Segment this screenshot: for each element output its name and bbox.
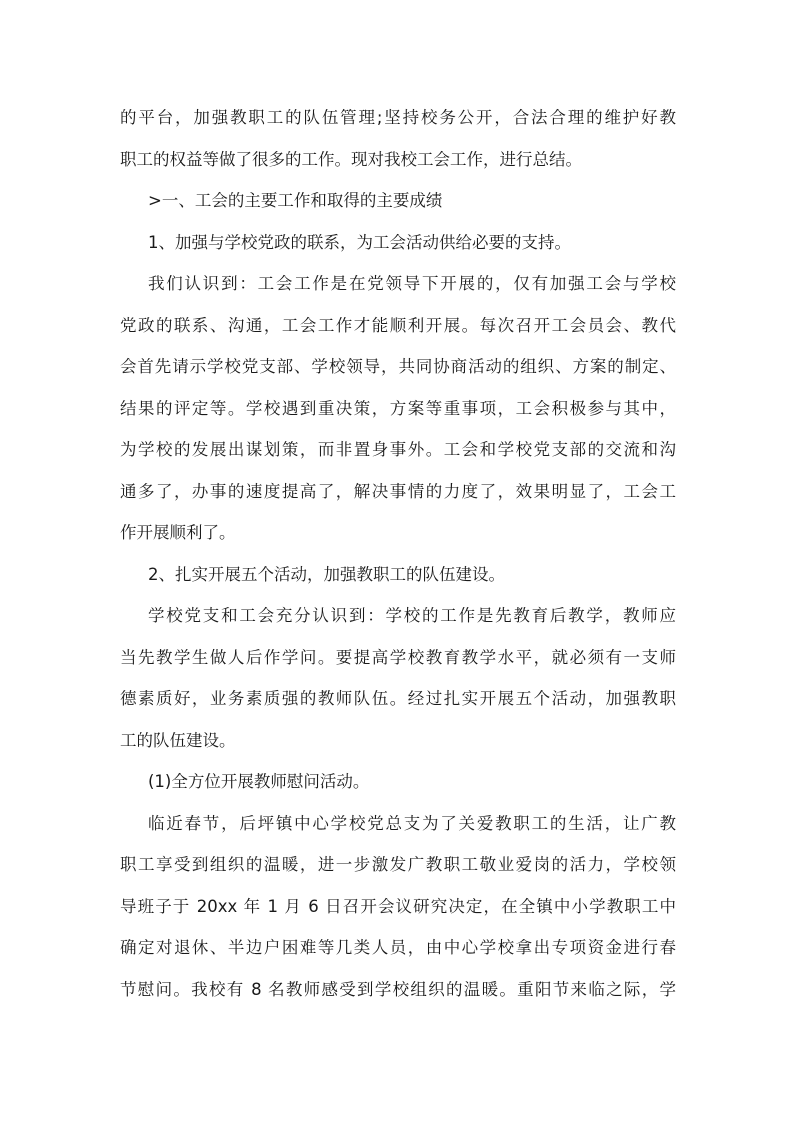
paragraph-line: 作开展顺利了。 bbox=[120, 523, 236, 542]
paragraph-line: 会首先请示学校党支部、学校领导，共同协商活动的组织、方案的制定、 bbox=[120, 357, 676, 376]
paragraph-line: 节慰问。我校有 8 名教师感受到学校组织的温暖。重阳节来临之际，学 bbox=[120, 980, 676, 999]
paragraph-line: 工的队伍建设。 bbox=[120, 731, 236, 750]
subsection-heading: (1)全方位开展教师慰问活动。 bbox=[148, 772, 370, 791]
paragraph-line: 结果的评定等。学校遇到重决策，方案等重事项，工会积极参与其中， bbox=[120, 399, 676, 418]
subsection-heading: 2、扎实开展五个活动，加强教职工的队伍建设。 bbox=[148, 565, 505, 584]
paragraph-line: 当先教学生做人后作学问。要提高学校教育教学水平，就必须有一支师 bbox=[120, 648, 676, 667]
paragraph-line: 为学校的发展出谋划策，而非置身事外。工会和学校党支部的交流和沟 bbox=[120, 440, 676, 459]
paragraph-line: 的平台，加强教职工的队伍管理;坚持校务公开，合法合理的维护好教 bbox=[120, 108, 676, 127]
paragraph-line: 德素质好，业务素质强的教师队伍。经过扎实开展五个活动，加强教职 bbox=[120, 689, 676, 708]
subsection-heading: 1、加强与学校党政的联系，为工会活动供给必要的支持。 bbox=[148, 233, 571, 252]
paragraph-line: 通多了，办事的速度提高了，解决事情的力度了，效果明显了，工会工 bbox=[120, 482, 676, 501]
paragraph-line: 我们认识到：工会工作是在党领导下开展的，仅有加强工会与学校 bbox=[148, 274, 676, 293]
paragraph-line: 导班子于 20xx 年 1 月 6 日召开会议研究决定，在全镇中小学教职工中 bbox=[120, 897, 676, 916]
paragraph-line: 职工享受到组织的温暖，进一步激发广教职工敬业爱岗的活力，学校领 bbox=[120, 855, 676, 874]
section-heading: >一、工会的主要工作和取得的主要成绩 bbox=[148, 191, 443, 210]
paragraph-line: 党政的联系、沟通，工会工作才能顺利开展。每次召开工会员会、教代 bbox=[120, 316, 676, 335]
paragraph-line: 职工的权益等做了很多的工作。现对我校工会工作，进行总结。 bbox=[120, 150, 582, 169]
paragraph-line: 确定对退休、半边户困难等几类人员，由中心学校拿出专项资金进行春 bbox=[120, 938, 676, 957]
paragraph-line: 学校党支和工会充分认识到：学校的工作是先教育后教学，教师应 bbox=[148, 606, 676, 625]
paragraph-line: 临近春节，后坪镇中心学校党总支为了关爱教职工的生活，让广教 bbox=[148, 814, 676, 833]
